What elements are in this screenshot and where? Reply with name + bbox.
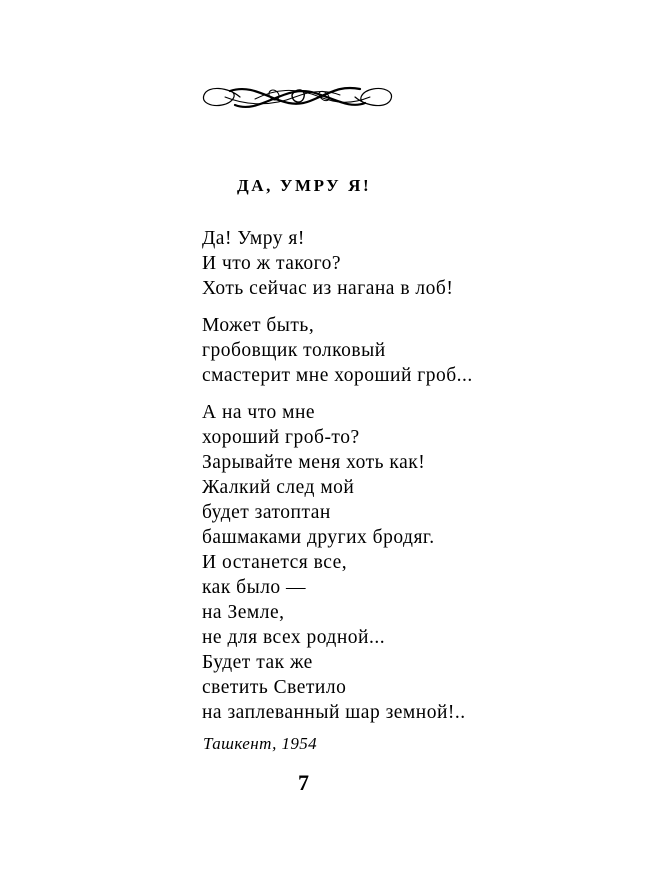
poem-line: А на что мне [202, 402, 316, 423]
poem-line: И останется все, [202, 552, 348, 573]
poem-body [202, 226, 473, 737]
poem-line: Зарывайте меня хоть как! [202, 452, 426, 473]
page-number: 7 [298, 770, 309, 795]
poem-line: Будет так же [202, 652, 313, 673]
poem-line: башмаками других бродяг. [202, 527, 435, 548]
stanza [202, 313, 473, 388]
poem-line: светить Светило [202, 677, 347, 698]
poem-line: не для всех родной... [202, 627, 386, 648]
place-date: Ташкент, 1954 [203, 734, 318, 753]
poem-line: как было — [202, 577, 307, 598]
poem-line: смастерит мне хороший гроб... [202, 365, 473, 386]
poem-line: Да! Умру я! [202, 228, 305, 249]
stanza [202, 400, 473, 725]
poem-line: будет затоптан [202, 502, 331, 523]
poem-title: ДА, УМРУ Я! [237, 176, 372, 195]
poem-line: И что ж такого? [202, 253, 342, 274]
poem-line: Хоть сейчас из нагана в лоб! [202, 278, 454, 299]
poem-line: Может быть, [202, 315, 315, 336]
flourish-ornament-icon [200, 75, 395, 120]
poem-line: на Земле, [202, 602, 285, 623]
poem-line: гробовщик толковый [202, 340, 386, 361]
stanza [202, 226, 473, 301]
poem-line: Жалкий след мой [202, 477, 355, 498]
poem-line: на заплеванный шар земной!.. [202, 702, 466, 723]
poem-line: хороший гроб-то? [202, 427, 360, 448]
